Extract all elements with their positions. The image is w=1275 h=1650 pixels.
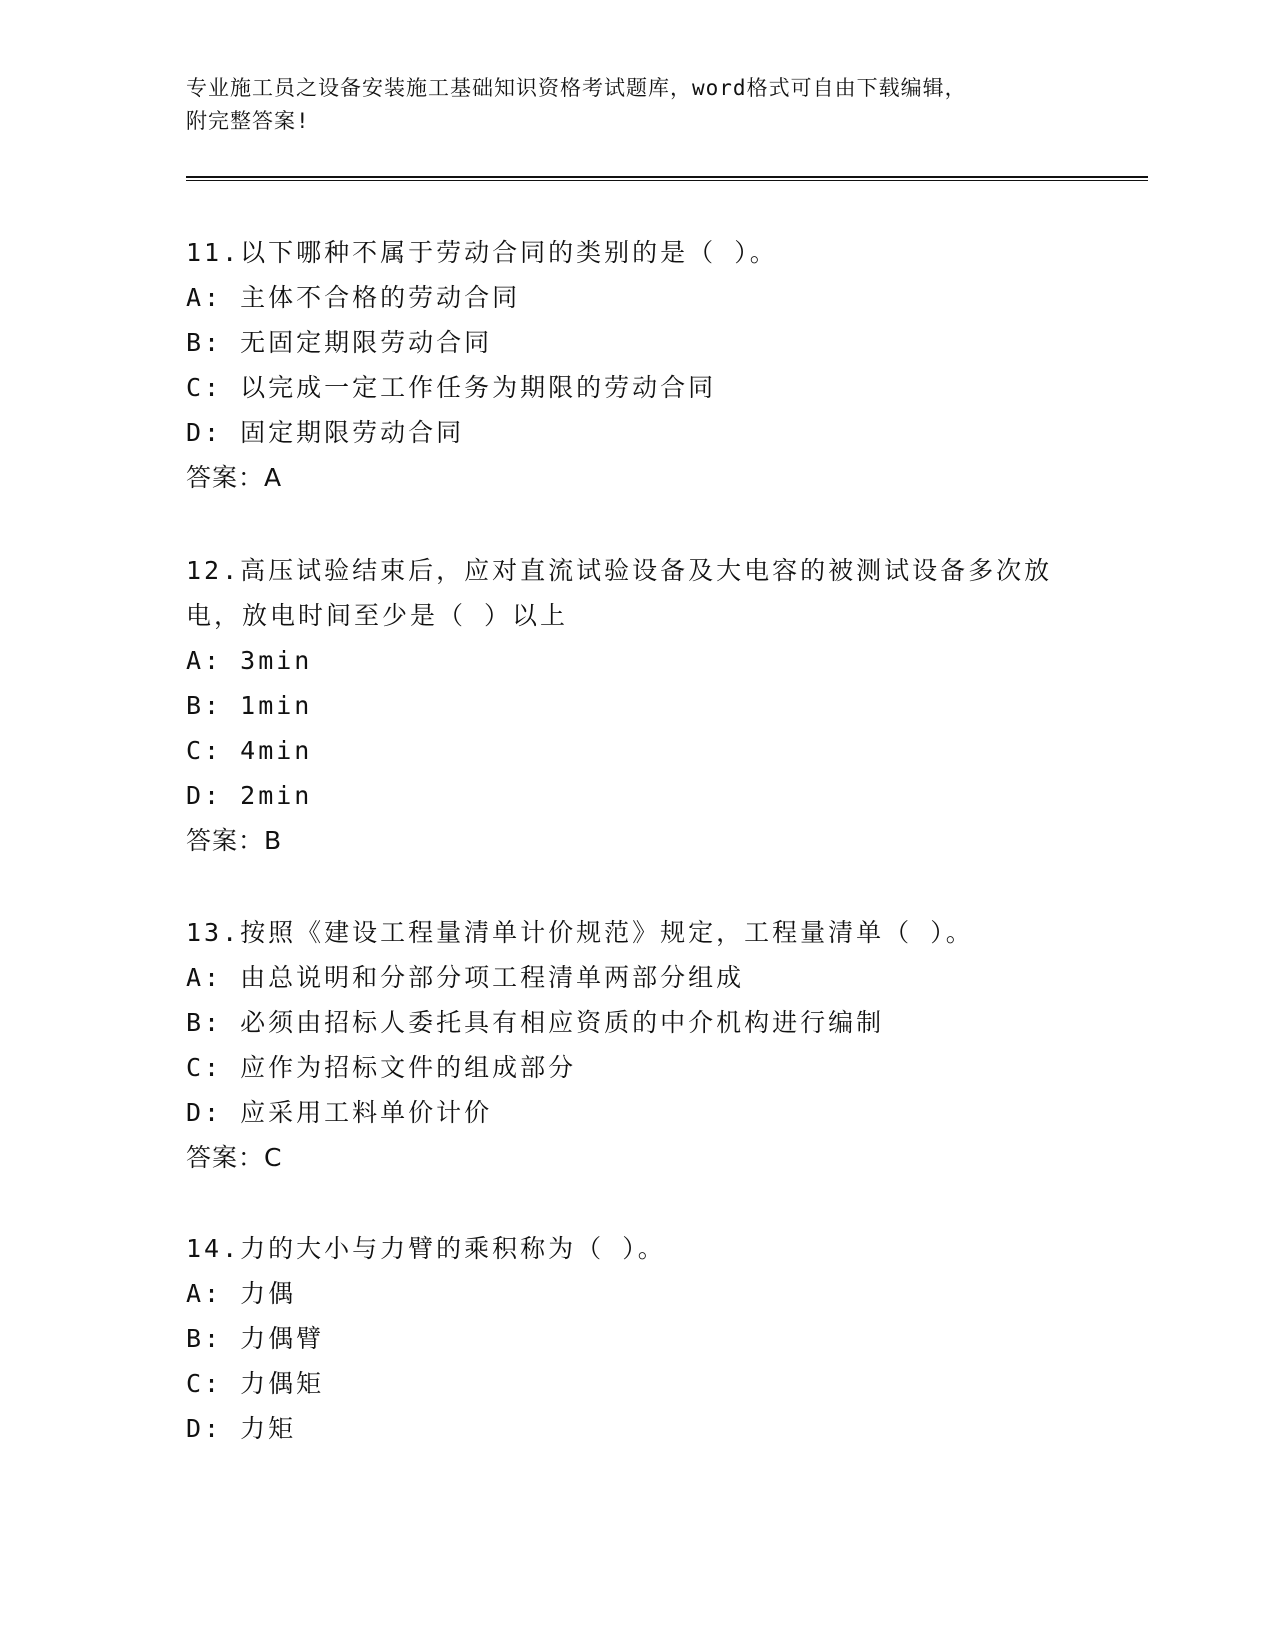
option-d: D: 2min (186, 781, 313, 810)
option-c: C: 应作为招标文件的组成部分 (186, 1053, 577, 1082)
header-line-2: 附完整答案! (186, 109, 310, 133)
answer-text: 答案：B (186, 826, 283, 855)
header-divider (186, 176, 1148, 181)
option-b: B: 必须由招标人委托具有相应资质的中介机构进行编制 (186, 1008, 885, 1037)
header-line-1: 专业施工员之设备安装施工基础知识资格考试题库，word格式可自由下载编辑， (186, 76, 967, 100)
question-stem: 11.以下哪种不属于劳动合同的类别的是（ ）。 (186, 238, 778, 267)
question-stem: 13.按照《建设工程量清单计价规范》规定，工程量清单（ ）。 (186, 918, 974, 947)
question-13 (186, 910, 1086, 1180)
answer-text: 答案：C (186, 1143, 283, 1172)
option-d: D: 应采用工料单价计价 (186, 1098, 493, 1127)
option-c: C: 4min (186, 736, 313, 765)
option-c: C: 力偶矩 (186, 1369, 325, 1398)
question-12 (186, 548, 1086, 863)
option-d: D: 固定期限劳动合同 (186, 418, 465, 447)
option-a: A: 主体不合格的劳动合同 (186, 283, 521, 312)
question-14 (186, 1226, 1086, 1451)
answer-text: 答案：A (186, 463, 283, 492)
option-a: A: 力偶 (186, 1279, 297, 1308)
question-11 (186, 230, 1086, 500)
option-d: D: 力矩 (186, 1414, 297, 1443)
question-stem: 12.高压试验结束后，应对直流试验设备及大电容的被测试设备多次放电，放电时间至少是（ ）以上 (186, 556, 1053, 630)
option-a: A: 3min (186, 646, 313, 675)
question-stem: 14.力的大小与力臂的乘积称为（ ）。 (186, 1234, 666, 1263)
option-c: C: 以完成一定工作任务为期限的劳动合同 (186, 373, 717, 402)
option-b: B: 力偶臂 (186, 1324, 325, 1353)
option-b: B: 无固定期限劳动合同 (186, 328, 493, 357)
document-header (186, 72, 1086, 138)
option-b: B: 1min (186, 691, 313, 720)
option-a: A: 由总说明和分部分项工程清单两部分组成 (186, 963, 745, 992)
